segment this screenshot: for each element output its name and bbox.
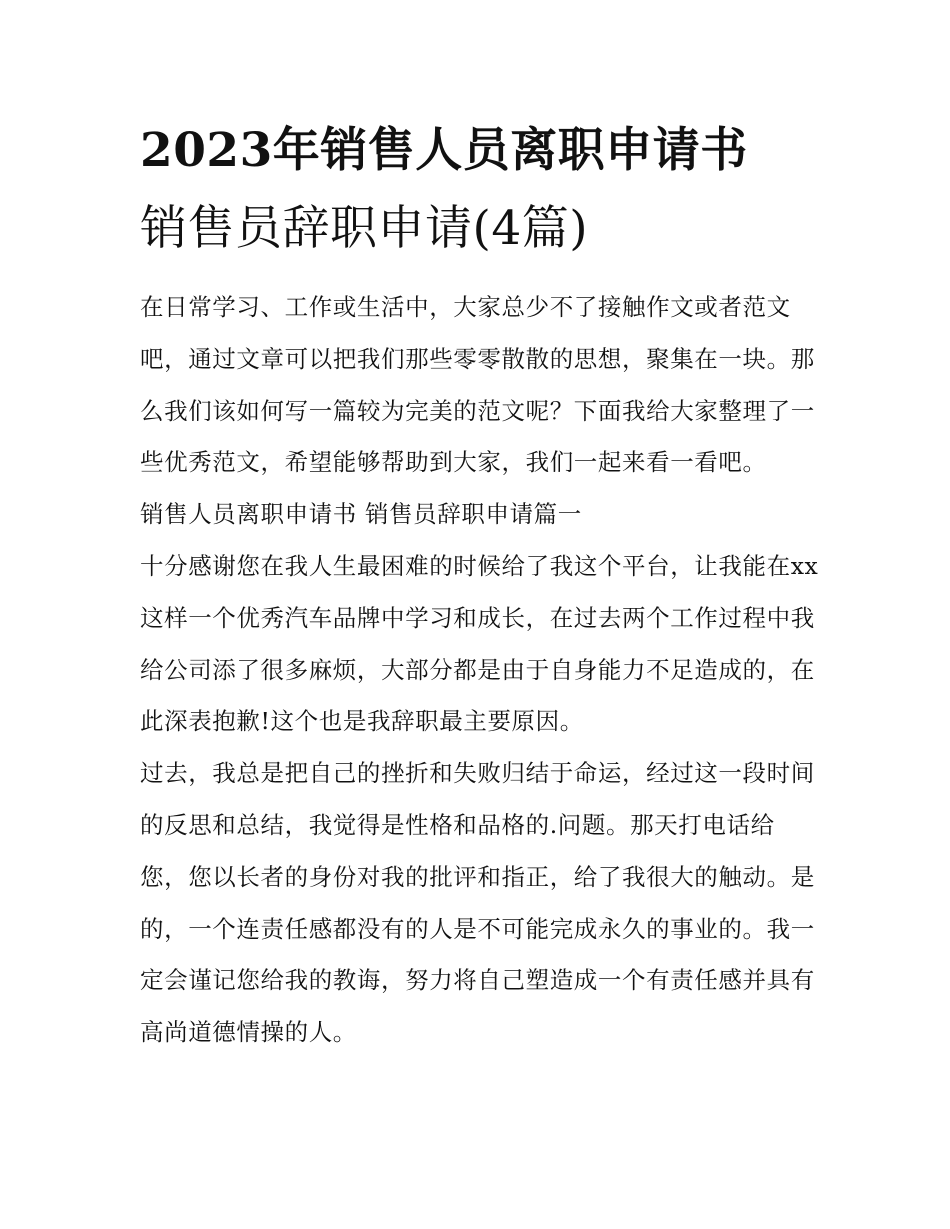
document-title [140,112,820,268]
title-line-1: 2023年销售人员离职申请书 [140,123,748,178]
title-line-2: 销售员辞职申请(4篇) [140,201,589,256]
intro-paragraph: 在日常学习、工作或生活中，大家总少不了接触作文或者范文吧，通过文章可以把我们那些零零散散的思想，聚集在一块。那么我们该如何写一篇较为完美的范文呢？下面我给大家整理了一些优秀范文，希望能够帮助到大家，我们一起来看一看吧。 [140,293,815,477]
document-page [140,112,820,1059]
body-paragraph: 过去，我总是把自己的挫折和失败归结于命运，经过这一段时间的反思和总结，我觉得是性格和品格的.问题。那天打电话给您，您以长者的身份对我的批评和指正，给了我很大的触动。是的，一个连责任感都没有的人是不可能完成永久的事业的。我一定会谨记您给我的教诲，努力将自己塑造成一个有责任感并具有高尚道德情操的人。 [140,759,815,1047]
section-heading: 销售人员离职申请书 销售员辞职申请篇一 [140,500,582,529]
body-paragraph: 十分感谢您在我人生最困难的时候给了我这个平台，让我能在xx这样一个优秀汽车品牌中学习和成长，在过去两个工作过程中我给公司添了很多麻烦，大部分都是由于自身能力不足造成的，在此深表抱歉!这个也是我辞职最主要原因。 [140,551,819,736]
